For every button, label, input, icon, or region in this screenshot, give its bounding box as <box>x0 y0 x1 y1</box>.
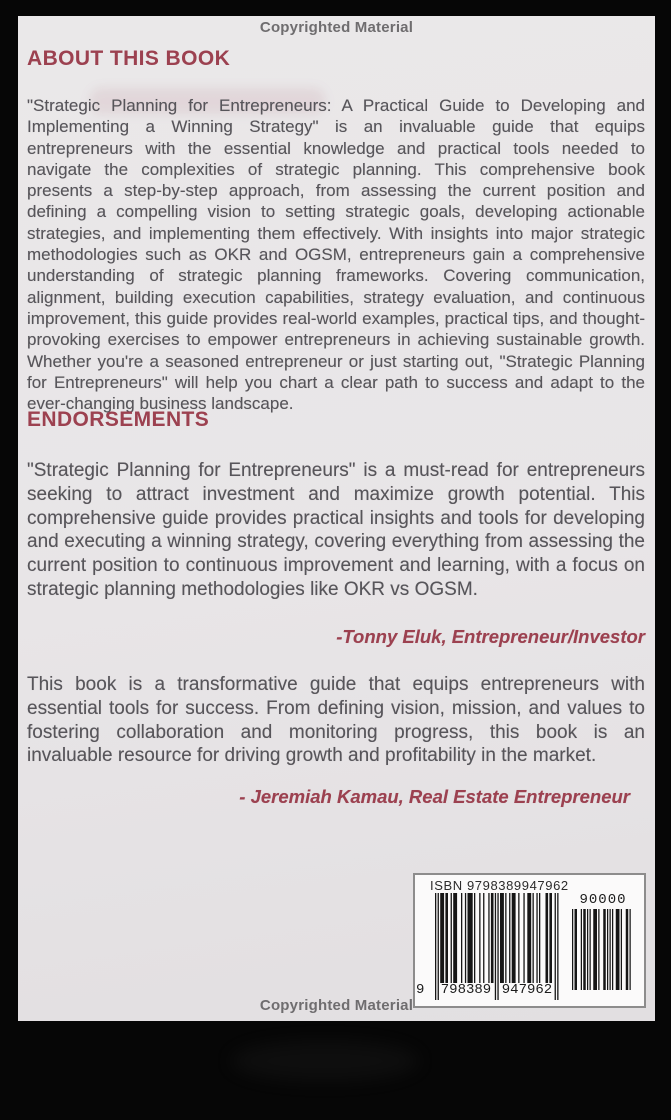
about-section-heading: ABOUT THIS BOOK <box>27 47 231 70</box>
endorsement-quote: "Strategic Planning for Entrepreneurs" is a must-read for entrepreneurs seeking to attract investment and maximize growth potential. This comprehensive guide provides practical insights and tools for developing and executing a winning strategy, covering everything from assessing the current position to continuous improvement and learning, with a focus on strategic planning methodologies like OKR vs OGSM. <box>27 460 645 600</box>
endorsement-quote: This book is a transformative guide that equips entrepreneurs with essential tools for success. From defining vision, mission, and values to fostering collaboration and monitoring progress, this book is an invaluable resource for driving growth and profitability in the market. <box>27 674 645 767</box>
photo-noise-blotch <box>230 1040 420 1082</box>
price-code-label: 90000 <box>579 892 627 908</box>
copyright-notice-top: Copyrighted Material <box>259 19 414 36</box>
endorsement-attribution: -Tonny Eluk, Entrepreneur/Investor <box>336 626 645 647</box>
copyright-notice-bottom: Copyrighted Material <box>259 997 414 1014</box>
isbn-barcode-panel <box>413 873 646 1008</box>
about-body-text: "Strategic Planning for Entrepreneurs: A Practical Guide to Developing and Implementing a Winning Strategy" is an invaluable guide that equips entrepreneurs with the essential knowledge and practical tools needed to navigate the complexities of strategic planning. This comprehensive book presents a step-by-step approach, from assessing the current position and defining a compelling vision to setting strategic goals, developing actionable strategies, and implementing them effectively. With insights into major strategic methodologies such as OKR and OGSM, entrepreneurs gain a comprehensive understanding of strategic planning frameworks. Covering communication, alignment, building execution capabilities, strategy evaluation, and continuous improvement, this guide provides real-world examples, practical tips, and thought-provoking exercises to empower entrepreneurs in achieving sustainable growth. Whether you're a seasoned entrepreneur or just starting out, "Strategic Planning for Entrepreneurs" will help you chart a clear path to success and adapt to the ever-changing business landscape. <box>27 96 645 414</box>
endorsement-attribution: - Jeremiah Kamau, Real Estate Entrepreneur <box>239 786 630 807</box>
ean5-bars <box>572 909 634 990</box>
ean5-supplement-barcode <box>572 893 634 990</box>
barcode-digits-right: 947962 <box>501 982 553 998</box>
book-back-cover <box>18 16 655 1021</box>
barcode-digits-left: 798389 <box>440 982 492 998</box>
endorsements-section-heading: ENDORSEMENTS <box>27 408 210 431</box>
barcode-digit-prefix: 9 <box>416 982 425 998</box>
isbn-label: ISBN 9798389947962 <box>430 878 569 893</box>
ean13-barcode <box>416 893 565 1003</box>
